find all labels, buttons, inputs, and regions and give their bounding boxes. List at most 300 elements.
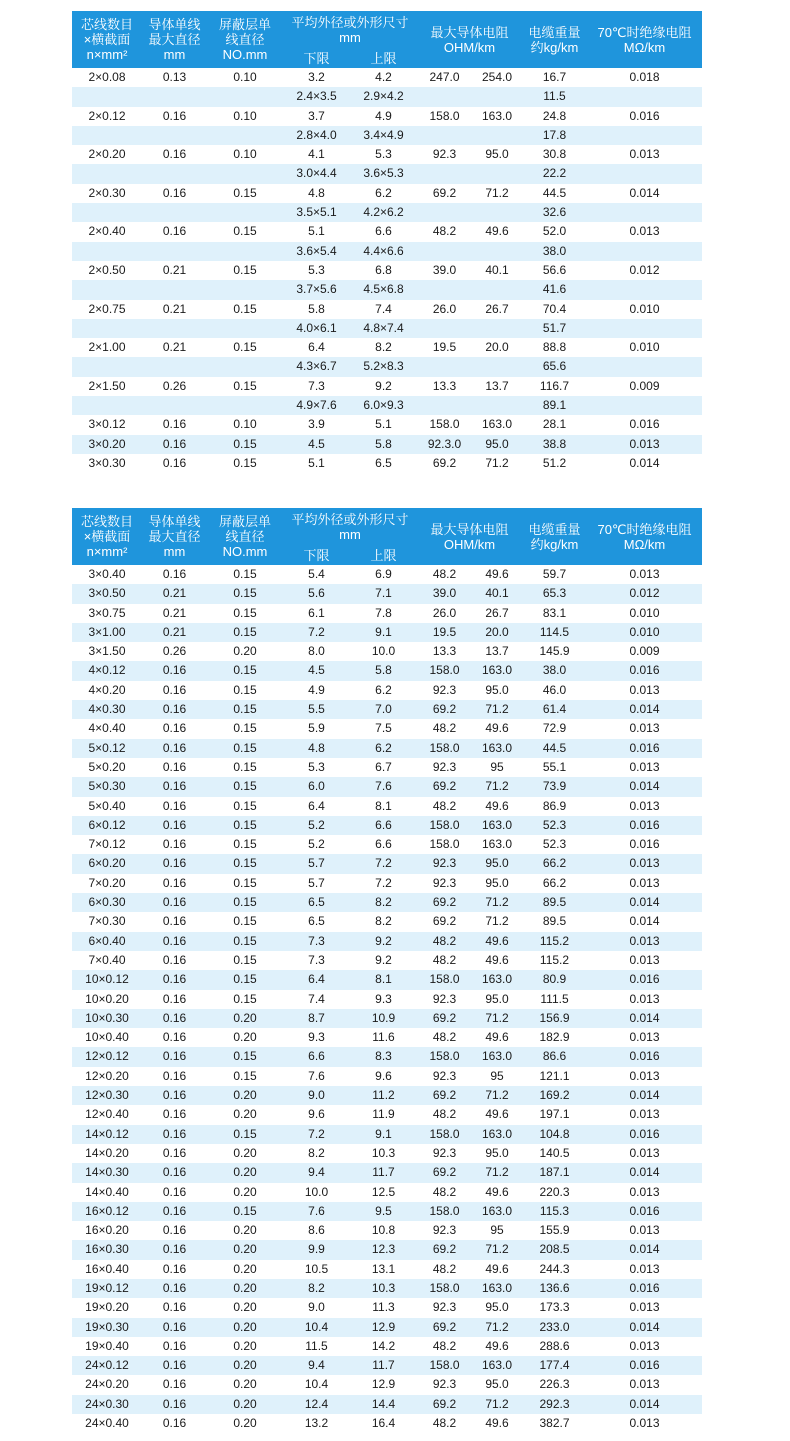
cell-shield-diameter: 0.15: [233, 1126, 257, 1141]
cell-insulation-resistance: 0.016: [629, 108, 660, 123]
cell-resistance-max: 40.1: [485, 586, 509, 601]
cell-core-spec: 5×0.12: [88, 740, 126, 755]
cell-resistance-max: 49.6: [485, 567, 509, 581]
cell-cable-weight: 89.5: [542, 914, 567, 929]
cell-resistance-max: 71.2: [485, 455, 509, 470]
cell-core-spec: 2×0.12: [88, 108, 126, 123]
table-row: [72, 1125, 702, 1144]
table-row: [72, 357, 702, 376]
cell-resistance-max: 71.2: [485, 1165, 509, 1180]
cell-shield-diameter: 0.15: [233, 586, 257, 601]
cell-resistance-max: 71.2: [485, 185, 509, 200]
cell-insulation-resistance: 0.014: [629, 914, 660, 929]
cell-conductor-diameter: 0.26: [162, 644, 187, 659]
cell-cable-weight: 86.6: [542, 1049, 567, 1064]
cell-resistance-max: 163.0: [481, 1280, 513, 1295]
cell-outer-upper: 7.0: [375, 702, 392, 717]
cell-outer-lower: 5.2: [308, 817, 325, 832]
cell-outer-lower: 4.8: [308, 740, 325, 755]
cell-conductor-diameter: 0.16: [162, 224, 187, 239]
cell-core-spec: 6×0.20: [88, 856, 126, 871]
cell-resistance-max: 95.0: [485, 147, 509, 162]
cell-conductor-diameter: 0.16: [162, 721, 187, 736]
cell-insulation-resistance: 0.013: [629, 567, 660, 581]
cell-outer-upper: 10.8: [371, 1223, 396, 1238]
cell-shield-diameter: 0.20: [233, 1300, 257, 1315]
cell-insulation-resistance: 0.014: [629, 1396, 660, 1411]
cell-cable-weight: 115.2: [539, 952, 570, 967]
cell-resistance-min: 92.3: [432, 991, 457, 1006]
table-row: [72, 623, 702, 642]
cell-resistance-max: 95.0: [485, 1145, 509, 1160]
cell-insulation-resistance: 0.014: [629, 185, 660, 200]
cell-outer-upper: 6.6: [375, 837, 392, 852]
cell-resistance-max: 20.0: [485, 624, 509, 639]
cell-insulation-resistance: 0.014: [629, 1165, 660, 1180]
cell-outer-upper: 9.6: [375, 1068, 392, 1083]
cell-insulation-resistance: 0.013: [629, 933, 660, 948]
header-upper-limit: 上限: [370, 51, 397, 66]
header-max-resistance: 最大导体电阻 OHM/km: [430, 24, 509, 55]
cell-core-spec: 14×0.12: [85, 1126, 129, 1141]
cell-outer-upper: 11.7: [372, 1358, 395, 1373]
cell-cable-weight: 156.9: [539, 1010, 570, 1025]
cell-resistance-min: 13.3: [432, 644, 457, 659]
cell-resistance-min: 13.3: [432, 378, 457, 393]
table-row: [72, 912, 702, 931]
cell-resistance-max: 40.1: [485, 262, 509, 277]
cell-resistance-min: 69.2: [432, 1242, 457, 1257]
cell-resistance-max: 95.0: [485, 682, 509, 697]
cell-resistance-max: 163.0: [481, 663, 513, 678]
table-row: [72, 854, 702, 873]
cell-insulation-resistance: 0.014: [629, 1242, 660, 1257]
cell-core-spec: 16×0.30: [85, 1242, 129, 1257]
cell-core-spec: 10×0.20: [85, 991, 129, 1006]
cell-core-spec: 10×0.40: [85, 1030, 129, 1045]
cell-outer-lower: 4.9×7.6: [296, 398, 337, 413]
cell-insulation-resistance: 0.013: [629, 436, 660, 451]
cell-cable-weight: 38.0: [542, 663, 567, 678]
cell-core-spec: 3×0.12: [88, 417, 126, 432]
cell-conductor-diameter: 0.16: [162, 1280, 187, 1295]
table-row: [72, 87, 702, 106]
cell-conductor-diameter: 0.21: [162, 624, 187, 639]
cell-resistance-max: 13.7: [485, 378, 509, 393]
cell-outer-upper: 6.0×9.3: [363, 398, 404, 413]
cell-shield-diameter: 0.15: [233, 185, 257, 200]
cell-outer-upper: 16.4: [371, 1416, 396, 1431]
table-row: [72, 1009, 702, 1028]
cell-resistance-max: 49.6: [485, 721, 509, 736]
cell-cable-weight: 111.5: [540, 991, 569, 1006]
cell-resistance-min: 69.2: [432, 185, 457, 200]
header-core-count: 芯线数目 ×横截面 n×mm²: [80, 514, 133, 559]
cell-resistance-min: 48.2: [432, 798, 457, 813]
cell-shield-diameter: 0.20: [233, 1165, 257, 1180]
cell-core-spec: 7×0.40: [88, 952, 126, 967]
table-row: [72, 435, 702, 454]
cell-insulation-resistance: 0.010: [629, 340, 660, 355]
cell-insulation-resistance: 0.013: [629, 1184, 660, 1199]
cell-conductor-diameter: 0.16: [162, 914, 187, 929]
table-row: [72, 951, 702, 970]
table-row: [72, 1221, 702, 1240]
cell-cable-weight: 65.6: [542, 359, 567, 374]
cell-shield-diameter: 0.15: [233, 856, 257, 871]
cell-resistance-min: 92.3: [432, 1377, 457, 1392]
cell-shield-diameter: 0.15: [233, 605, 257, 620]
cell-conductor-diameter: 0.21: [162, 340, 187, 355]
cell-resistance-max: 49.6: [485, 1107, 509, 1122]
cell-conductor-diameter: 0.16: [162, 933, 187, 948]
cell-insulation-resistance: 0.016: [629, 663, 660, 678]
cell-resistance-min: 69.2: [432, 455, 457, 470]
cell-core-spec: 2×0.30: [88, 185, 126, 200]
cell-outer-upper: 6.9: [375, 567, 392, 581]
cell-outer-lower: 6.5: [308, 914, 325, 929]
cell-insulation-resistance: 0.016: [629, 817, 660, 832]
cell-resistance-min: 39.0: [432, 586, 457, 601]
cell-outer-upper: 7.2: [375, 875, 392, 890]
table-row: [72, 642, 702, 661]
cell-resistance-min: 92.3.0: [427, 436, 462, 451]
cell-resistance-max: 26.7: [485, 605, 509, 620]
cell-resistance-min: 69.2: [432, 779, 457, 794]
table-row: [72, 893, 702, 912]
table-row: [72, 584, 702, 603]
cell-core-spec: 19×0.20: [85, 1300, 129, 1315]
cell-resistance-min: 69.2: [432, 1319, 457, 1334]
cell-core-spec: 7×0.12: [88, 837, 126, 852]
cell-shield-diameter: 0.15: [233, 624, 257, 639]
cell-outer-lower: 10.4: [304, 1319, 329, 1334]
cell-core-spec: 7×0.20: [88, 875, 126, 890]
cell-resistance-min: 48.2: [432, 933, 457, 948]
cell-resistance-min: 158.0: [429, 1203, 460, 1218]
cell-shield-diameter: 0.15: [233, 224, 257, 239]
cell-resistance-max: 49.6: [485, 1338, 509, 1353]
header-cable-weight: 电缆重量 约kg/km: [528, 521, 581, 552]
cell-resistance-max: 13.7: [485, 644, 509, 659]
cell-conductor-diameter: 0.16: [162, 991, 187, 1006]
cell-insulation-resistance: 0.013: [629, 798, 660, 813]
cell-resistance-min: 92.3: [432, 1145, 457, 1160]
table-row: [72, 1356, 702, 1375]
cell-resistance-min: 69.2: [432, 1088, 457, 1103]
cell-cable-weight: 38.8: [542, 436, 567, 451]
cell-conductor-diameter: 0.16: [162, 1165, 187, 1180]
cell-insulation-resistance: 0.014: [629, 702, 660, 717]
cell-insulation-resistance: 0.013: [629, 1416, 660, 1431]
cell-outer-upper: 6.2: [375, 185, 392, 200]
table-row: [72, 739, 702, 758]
table-row: [72, 565, 702, 584]
cell-resistance-min: 39.0: [432, 262, 457, 277]
table-row: [72, 1144, 702, 1163]
table-row: [72, 932, 702, 951]
cell-outer-lower: 5.4: [308, 567, 325, 581]
cell-shield-diameter: 0.15: [233, 759, 257, 774]
table-row: [72, 261, 702, 280]
cell-core-spec: 6×0.30: [88, 895, 126, 910]
cell-resistance-max: 49.6: [485, 1261, 509, 1276]
cell-shield-diameter: 0.15: [233, 721, 257, 736]
cell-conductor-diameter: 0.16: [162, 1358, 187, 1373]
cell-resistance-max: 95.0: [485, 875, 509, 890]
cell-insulation-resistance: 0.009: [629, 644, 660, 659]
cell-insulation-resistance: 0.013: [629, 1030, 660, 1045]
cell-shield-diameter: 0.20: [233, 1416, 257, 1431]
header-conductor-diameter: 导体单线 最大直径 mm: [148, 514, 201, 559]
cell-shield-diameter: 0.20: [233, 1338, 257, 1353]
cell-core-spec: 12×0.30: [85, 1088, 129, 1103]
table-row: [72, 203, 702, 222]
table-row: [72, 415, 702, 434]
cell-resistance-max: 71.2: [485, 895, 509, 910]
table-row: [72, 280, 702, 299]
cell-outer-lower: 7.4: [308, 991, 325, 1006]
cell-outer-lower: 4.9: [308, 682, 325, 697]
table-row: [72, 319, 702, 338]
cell-outer-lower: 3.7×5.6: [296, 282, 337, 297]
cell-outer-lower: 3.7: [308, 108, 325, 123]
cell-outer-lower: 5.3: [308, 262, 325, 277]
spec-table-2: [72, 508, 702, 1433]
cell-conductor-diameter: 0.16: [162, 817, 187, 832]
cell-outer-lower: 7.3: [308, 933, 325, 948]
cell-resistance-min: 48.2: [432, 952, 457, 967]
cell-insulation-resistance: 0.016: [629, 1203, 660, 1218]
header-lower-limit: 下限: [303, 51, 330, 66]
cell-insulation-resistance: 0.014: [629, 1088, 660, 1103]
cell-cable-weight: 66.2: [542, 875, 567, 890]
table-row: [72, 1337, 702, 1356]
cell-cable-weight: 89.1: [542, 398, 567, 413]
cell-cable-weight: 52.0: [542, 224, 567, 239]
cell-resistance-max: 163.0: [481, 972, 513, 987]
cell-outer-upper: 11.9: [372, 1107, 395, 1122]
cell-outer-upper: 9.2: [375, 933, 392, 948]
cell-conductor-diameter: 0.16: [162, 108, 187, 123]
cell-insulation-resistance: 0.014: [629, 1010, 660, 1025]
cell-outer-upper: 6.2: [375, 740, 392, 755]
cell-outer-upper: 5.8: [375, 436, 392, 451]
cell-conductor-diameter: 0.26: [162, 378, 187, 393]
table-row: [72, 777, 702, 796]
cell-shield-diameter: 0.15: [233, 1203, 257, 1218]
cell-cable-weight: 86.9: [542, 798, 567, 813]
cell-outer-upper: 14.4: [371, 1396, 396, 1411]
cell-insulation-resistance: 0.010: [629, 301, 660, 316]
cell-core-spec: 7×0.30: [88, 914, 126, 929]
cell-cable-weight: 32.6: [542, 205, 567, 220]
cell-shield-diameter: 0.15: [233, 933, 257, 948]
cell-shield-diameter: 0.15: [233, 952, 257, 967]
table-row: [72, 1183, 702, 1202]
cell-resistance-min: 19.5: [432, 340, 457, 355]
cell-shield-diameter: 0.15: [233, 340, 257, 355]
cell-shield-diameter: 0.20: [233, 1358, 257, 1373]
cell-resistance-min: 69.2: [432, 895, 457, 910]
cell-core-spec: 4×0.12: [88, 663, 126, 678]
cell-outer-lower: 3.5×5.1: [296, 205, 337, 220]
cell-core-spec: 12×0.40: [85, 1107, 129, 1122]
cell-insulation-resistance: 0.013: [629, 1107, 660, 1122]
cell-insulation-resistance: 0.016: [629, 972, 660, 987]
cell-core-spec: 2×0.40: [88, 224, 126, 239]
cell-insulation-resistance: 0.014: [629, 779, 660, 794]
header-conductor-diameter: 导体单线 最大直径 mm: [148, 17, 201, 62]
cell-shield-diameter: 0.20: [233, 1107, 257, 1122]
cell-resistance-min: 69.2: [432, 914, 457, 929]
cell-shield-diameter: 0.15: [233, 1049, 257, 1064]
cell-cable-weight: 208.5: [539, 1242, 570, 1257]
cell-resistance-min: 69.2: [432, 1165, 457, 1180]
cell-outer-lower: 5.9: [308, 721, 325, 736]
table-row: [72, 681, 702, 700]
header-insulation-resistance: 70℃时绝缘电阻 MΩ/km: [597, 521, 692, 552]
cell-cable-weight: 41.6: [542, 282, 567, 297]
cell-shield-diameter: 0.15: [233, 1068, 257, 1083]
cell-resistance-max: 49.6: [485, 798, 509, 813]
cell-outer-lower: 11.5: [305, 1338, 328, 1353]
cell-conductor-diameter: 0.21: [162, 605, 187, 620]
table-header: [72, 508, 702, 565]
cell-resistance-min: 26.0: [432, 605, 457, 620]
cell-shield-diameter: 0.10: [233, 108, 257, 123]
cell-conductor-diameter: 0.21: [162, 301, 187, 316]
cell-conductor-diameter: 0.16: [162, 1049, 187, 1064]
cell-resistance-max: 163.0: [481, 1126, 513, 1141]
cell-cable-weight: 56.6: [542, 262, 567, 277]
cell-outer-lower: 5.1: [308, 455, 325, 470]
table-row: [72, 338, 702, 357]
cell-resistance-max: 20.0: [485, 340, 509, 355]
cell-resistance-min: 48.2: [432, 1030, 457, 1045]
cell-shield-diameter: 0.20: [233, 1010, 257, 1025]
table-row: [72, 164, 702, 183]
cell-outer-upper: 11.6: [372, 1030, 395, 1045]
cell-shield-diameter: 0.20: [233, 1261, 257, 1276]
cell-outer-lower: 6.5: [308, 895, 325, 910]
table-row: [72, 1047, 702, 1066]
cell-core-spec: 2×0.75: [88, 301, 126, 316]
cell-outer-lower: 5.3: [308, 759, 325, 774]
cell-cable-weight: 89.5: [542, 895, 567, 910]
cell-conductor-diameter: 0.16: [162, 895, 187, 910]
cell-insulation-resistance: 0.013: [629, 721, 660, 736]
cell-outer-lower: 5.6: [308, 586, 325, 601]
cell-resistance-max: 71.2: [485, 914, 509, 929]
table-row: [72, 454, 702, 473]
cell-insulation-resistance: 0.009: [629, 378, 660, 393]
cell-core-spec: 16×0.20: [85, 1223, 129, 1238]
cell-cable-weight: 51.7: [542, 320, 567, 335]
table-row: [72, 377, 702, 396]
cell-cable-weight: 88.8: [542, 340, 567, 355]
cell-outer-upper: 6.8: [375, 262, 392, 277]
header-core-count: 芯线数目 ×横截面 n×mm²: [80, 17, 133, 62]
header-upper-limit: 上限: [370, 548, 397, 563]
cell-core-spec: 14×0.20: [85, 1145, 129, 1160]
cell-outer-upper: 11.3: [372, 1300, 395, 1315]
header-shield-diameter: 屏蔽层单 线直径 NO.mm: [218, 514, 271, 559]
cell-outer-upper: 9.2: [375, 378, 392, 393]
cell-outer-upper: 7.5: [375, 721, 392, 736]
cell-outer-lower: 3.6×5.4: [296, 243, 337, 258]
cell-shield-diameter: 0.15: [233, 740, 257, 755]
cell-core-spec: 6×0.12: [88, 817, 126, 832]
cell-resistance-max: 95: [490, 1068, 504, 1083]
cell-outer-upper: 7.1: [375, 586, 392, 601]
cell-cable-weight: 382.7: [539, 1416, 570, 1431]
cell-cable-weight: 169.2: [539, 1088, 570, 1103]
cell-resistance-max: 163.0: [481, 837, 513, 852]
cell-outer-lower: 5.7: [308, 856, 325, 871]
cell-resistance-min: 69.2: [432, 1010, 457, 1025]
cell-resistance-max: 49.6: [485, 1184, 509, 1199]
cell-outer-upper: 6.5: [375, 455, 392, 470]
cell-outer-lower: 8.2: [308, 1280, 325, 1295]
cell-outer-upper: 8.3: [375, 1049, 392, 1064]
cell-outer-lower: 6.1: [308, 605, 325, 620]
cell-cable-weight: 73.9: [542, 779, 567, 794]
cell-insulation-resistance: 0.016: [629, 1280, 660, 1295]
cell-resistance-max: 163.0: [481, 417, 513, 432]
cell-insulation-resistance: 0.013: [629, 1338, 660, 1353]
cell-conductor-diameter: 0.16: [162, 972, 187, 987]
table-row: [72, 719, 702, 738]
cell-conductor-diameter: 0.16: [162, 185, 187, 200]
cell-shield-diameter: 0.15: [233, 663, 257, 678]
cell-resistance-min: 92.3: [432, 682, 457, 697]
cell-core-spec: 19×0.40: [85, 1338, 129, 1353]
cell-cable-weight: 173.3: [539, 1300, 570, 1315]
cell-conductor-diameter: 0.16: [162, 740, 187, 755]
cell-resistance-min: 158.0: [429, 1280, 460, 1295]
cell-outer-lower: 12.4: [304, 1396, 329, 1411]
cell-outer-upper: 10.0: [371, 644, 396, 659]
cell-conductor-diameter: 0.16: [162, 856, 187, 871]
cell-outer-upper: 10.9: [371, 1010, 396, 1025]
cell-core-spec: 3×0.30: [88, 455, 126, 470]
cell-resistance-max: 71.2: [485, 1242, 509, 1257]
cell-resistance-min: 247.0: [429, 70, 460, 84]
table-row: [72, 1163, 702, 1182]
cell-core-spec: 16×0.40: [85, 1261, 129, 1276]
cell-conductor-diameter: 0.16: [162, 837, 187, 852]
cell-conductor-diameter: 0.16: [162, 759, 187, 774]
cell-outer-upper: 7.6: [375, 779, 392, 794]
cell-insulation-resistance: 0.010: [629, 624, 660, 639]
cell-cable-weight: 55.1: [542, 759, 567, 774]
cell-core-spec: 4×0.30: [88, 702, 126, 717]
cell-resistance-max: 49.6: [485, 952, 509, 967]
cell-outer-lower: 9.4: [308, 1165, 325, 1180]
cell-cable-weight: 288.6: [539, 1338, 570, 1353]
cell-resistance-max: 71.2: [485, 1010, 509, 1025]
cell-cable-weight: 11.5: [543, 89, 566, 104]
table-row: [72, 874, 702, 893]
cell-outer-upper: 5.2×8.3: [363, 359, 404, 374]
cell-cable-weight: 72.9: [542, 721, 567, 736]
cell-outer-lower: 8.0: [308, 644, 325, 659]
header-cable-weight: 电缆重量 约kg/km: [528, 24, 581, 55]
cell-conductor-diameter: 0.16: [162, 779, 187, 794]
cell-outer-upper: 7.8: [375, 605, 392, 620]
cell-shield-diameter: 0.15: [233, 837, 257, 852]
